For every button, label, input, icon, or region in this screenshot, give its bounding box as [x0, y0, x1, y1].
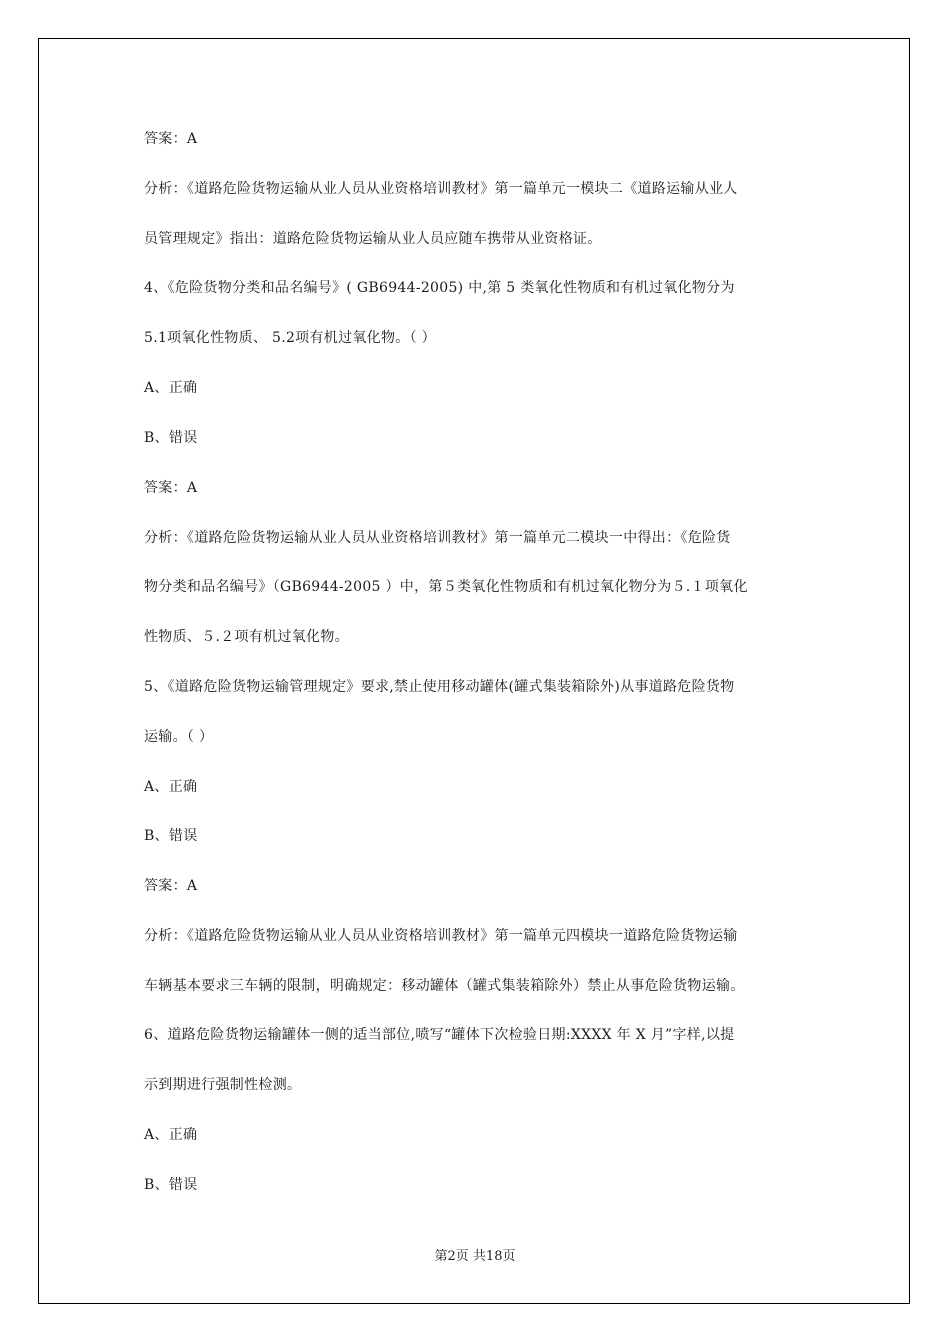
option-a: A、正确	[144, 1127, 198, 1143]
question-line: 5.1项氧化性物质、 5.2项有机过氧化物。（ ）	[144, 330, 436, 346]
question-line: 示到期进行强制性检测。	[144, 1077, 302, 1093]
question-line: 运输。（ ）	[144, 729, 214, 745]
answer-line: 答案：A	[144, 878, 198, 894]
option-b: B、错误	[144, 430, 198, 446]
option-b: B、错误	[144, 1177, 198, 1193]
answer-line: 答案：A	[144, 131, 198, 147]
analysis-line: 物分类和品名编号》（GB6944-2005 ）中，第５类氧化性物质和有机过氧化物分为５.１项氧化	[144, 579, 748, 595]
question-line: 5、《道路危险货物运输管理规定》要求,禁止使用移动罐体(罐式集装箱除外)从事道路危险货物	[144, 679, 735, 695]
analysis-line: 员管理规定》指出：道路危险货物运输从业人员应随车携带从业资格证。	[144, 231, 602, 247]
option-a: A、正确	[144, 779, 198, 795]
question-line: 6、道路危险货物运输罐体一侧的适当部位,喷写“罐体下次检验日期:XXXX 年 X 月”字样,以提	[144, 1027, 735, 1043]
analysis-line: 性物质、５.２项有机过氧化物。	[144, 629, 349, 645]
page-border	[38, 38, 910, 1304]
analysis-line: 分析：《道路危险货物运输从业人员从业资格培训教材》第一篇单元四模块一道路危险货物运输	[144, 928, 738, 944]
answer-line: 答案：A	[144, 480, 198, 496]
analysis-line: 分析：《道路危险货物运输从业人员从业资格培训教材》第一篇单元一模块二《道路运输从业人	[144, 181, 738, 197]
option-b: B、错误	[144, 828, 198, 844]
analysis-line: 分析：《道路危险货物运输从业人员从业资格培训教材》第一篇单元二模块一中得出：《危险货	[144, 530, 731, 546]
question-line: 4、《危险货物分类和品名编号》( GB6944-2005) 中,第 5 类氧化性物质和有机过氧化物分为	[144, 280, 735, 296]
analysis-line: 车辆基本要求三车辆的限制，明确规定：移动罐体（罐式集装箱除外）禁止从事危险货物运输。	[144, 978, 745, 994]
option-a: A、正确	[144, 380, 198, 396]
page-number: 第2页 共18页	[434, 1249, 516, 1264]
